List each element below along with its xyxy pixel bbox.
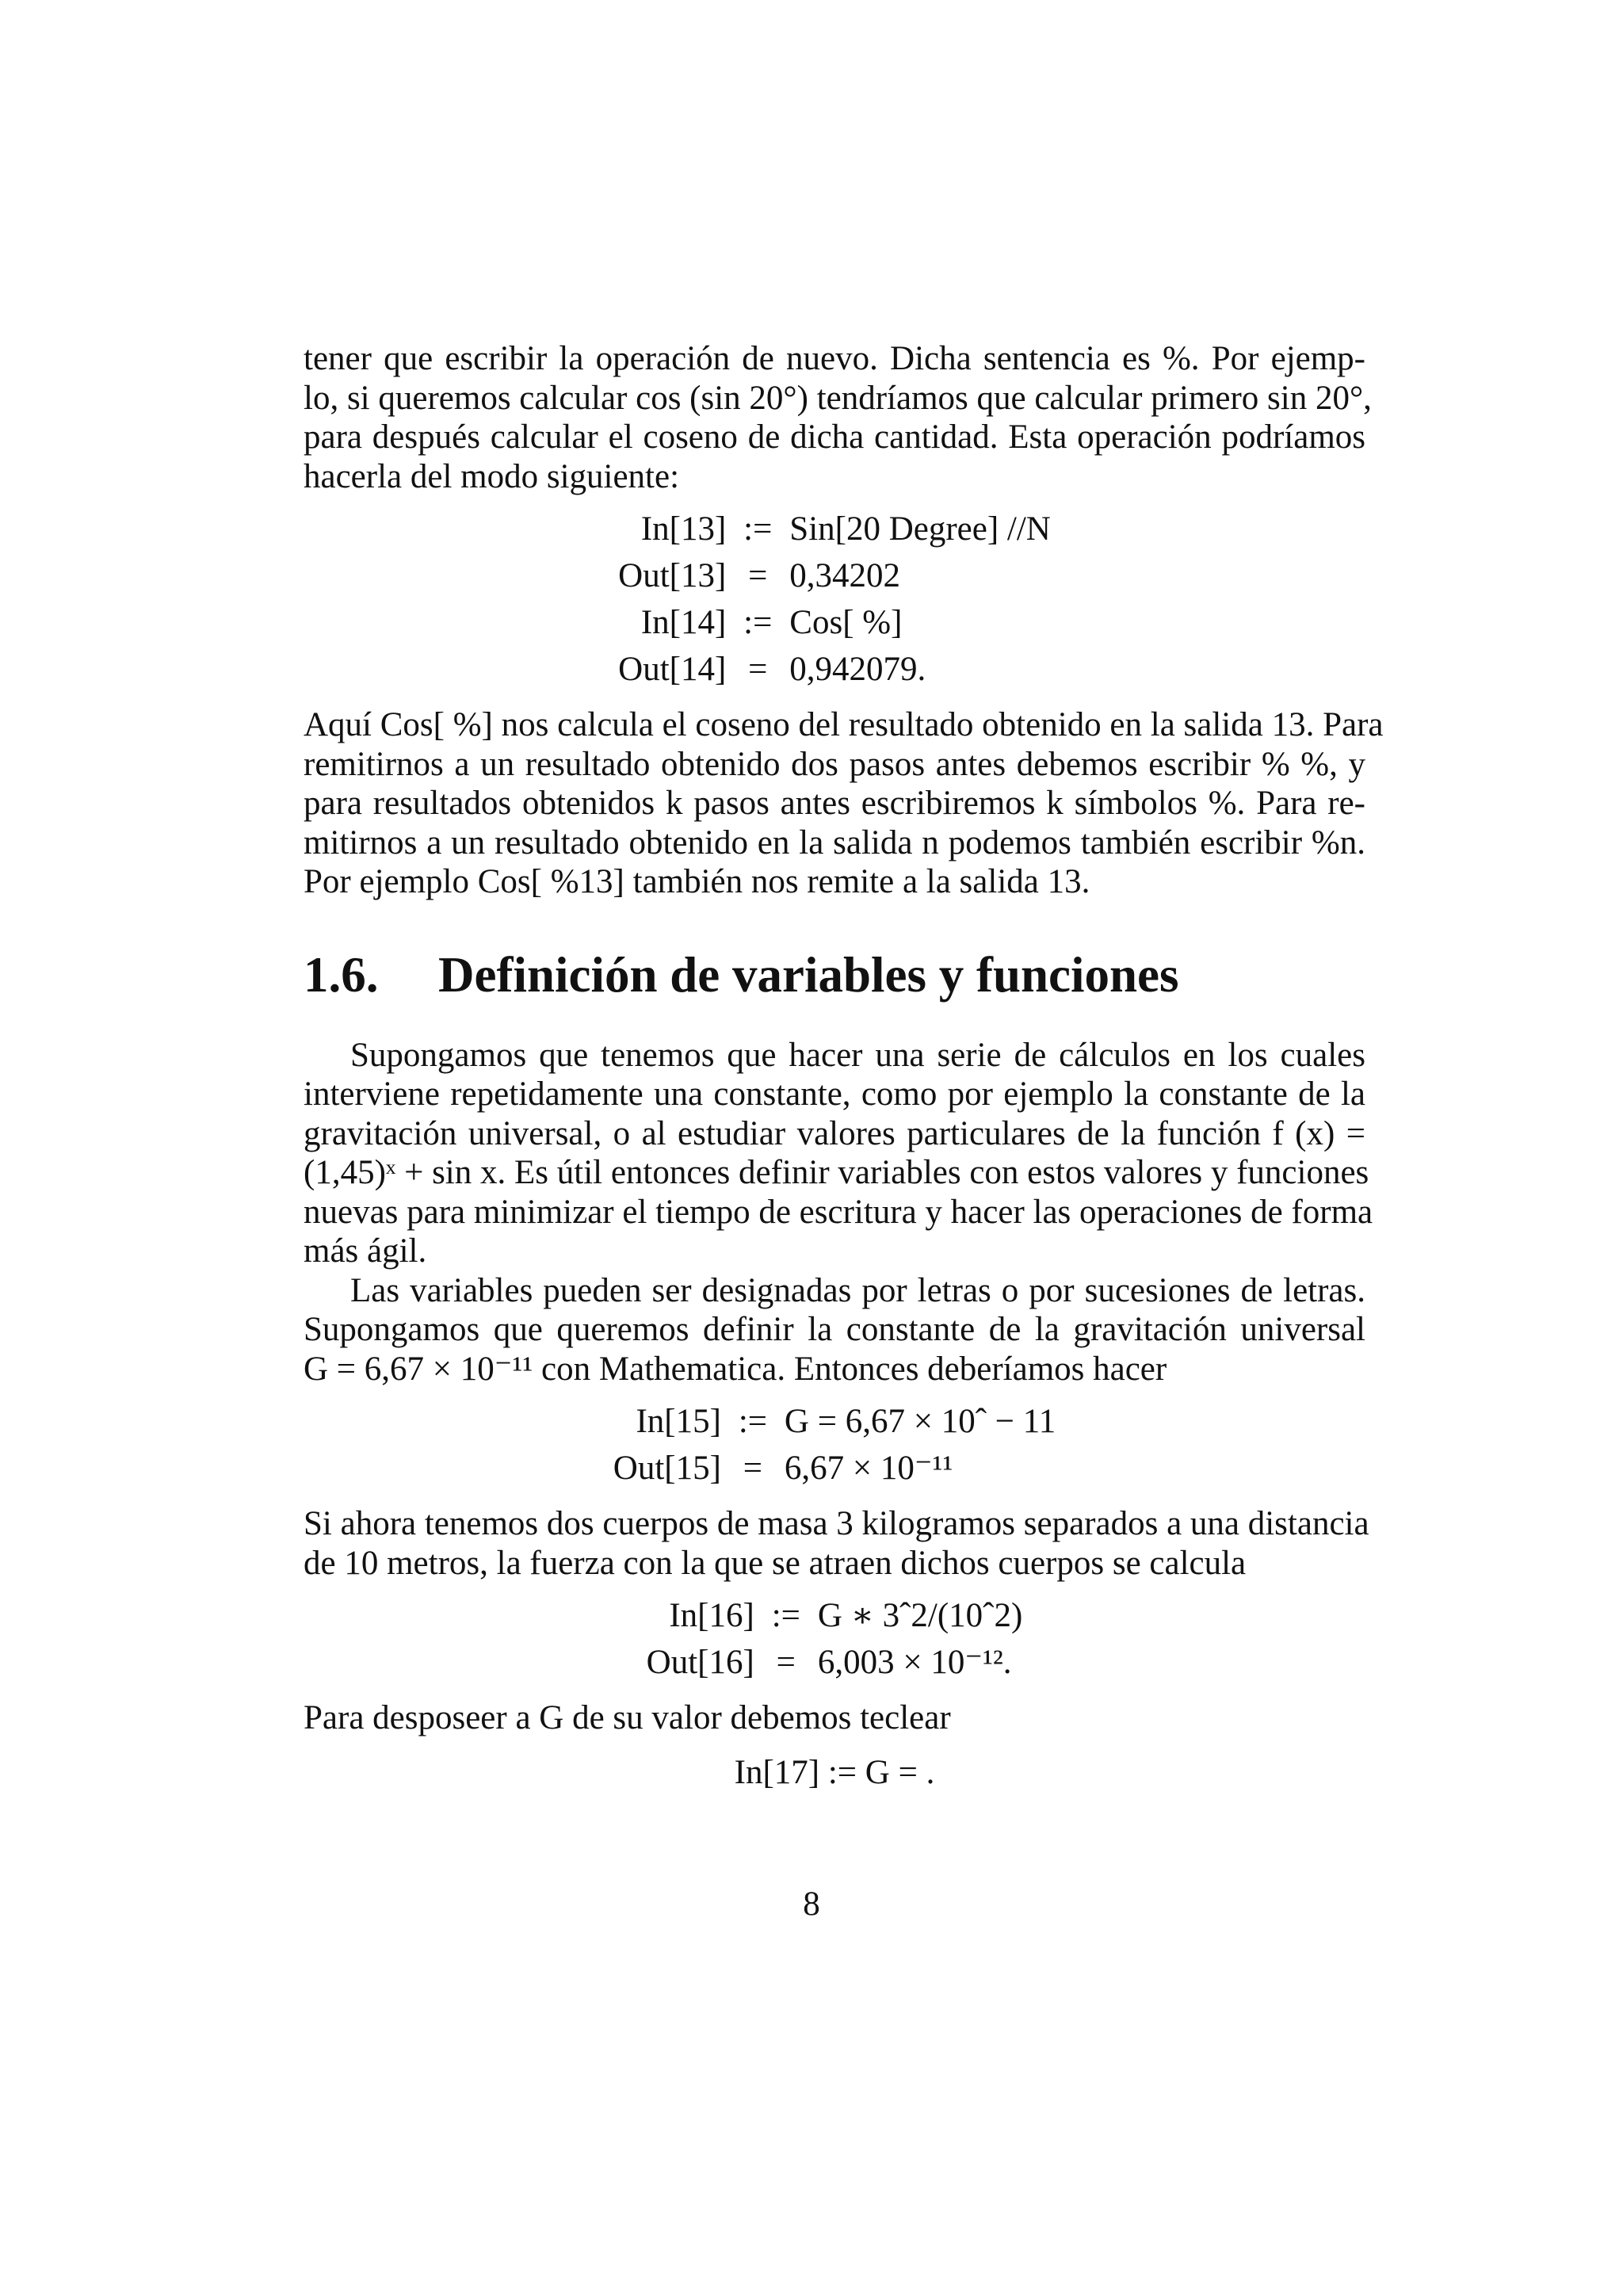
equation-rhs: 0,942079.: [789, 651, 926, 688]
equation-operator: :=: [743, 604, 773, 641]
text-line: de 10 metros, la fuerza con la que se atraen dichos cuerpos se calcula: [304, 1544, 1247, 1582]
paragraph-percent-operator: [304, 705, 1384, 902]
equation-rhs: G ∗ 3ˆ2/(10ˆ2): [817, 1597, 1023, 1634]
section-heading: [304, 946, 1365, 1004]
equation-operator: :=: [738, 1403, 768, 1440]
text-line: nuevas para minimizar el tiempo de escritura y hacer las operaciones de forma: [304, 1193, 1373, 1231]
equation-operator: =: [748, 651, 768, 688]
equation-lhs: Out[16]: [646, 1644, 754, 1681]
equation-lhs: In[15]: [636, 1403, 721, 1440]
text-line: Si ahora tenemos dos cuerpos de masa 3 kilogramos separados a una distancia: [304, 1505, 1369, 1542]
text-line: Para desposeer a G de su valor debemos teclear: [304, 1699, 951, 1736]
text-line: (1,45)ˣ + sin x. Es útil entonces definir variables con estos valores y funciones: [304, 1154, 1369, 1191]
paragraph-variables: [304, 1271, 1365, 1389]
section-title: Definición de variables y funciones: [438, 946, 1179, 1003]
equation-block-3: [647, 1592, 1023, 1686]
equation-rhs: Cos[ %]: [789, 604, 903, 641]
text-line: remitirnos a un resultado obtenido dos pasos antes debemos escribir % %, y: [304, 745, 1365, 783]
section-number: 1.6.: [304, 946, 379, 1003]
paragraph-force: [304, 1504, 1369, 1583]
paragraph-constants: [304, 1036, 1373, 1271]
text-line: hacerla del modo siguiente:: [304, 457, 680, 495]
text-line: Por ejemplo Cos[ %13] también nos remite a la salida 13.: [304, 863, 1090, 900]
equation-rhs: 6,67 × 10⁻¹¹: [784, 1450, 953, 1487]
equation-block-1: [618, 506, 1051, 693]
equation-lhs: In[13]: [640, 510, 727, 548]
final-equation: In[17] := G = .: [734, 1753, 935, 1791]
text-line: Las variables pueden ser designadas por letras o por sucesiones de letras.: [350, 1271, 1365, 1309]
text-line: para después calcular el coseno de dicha cantidad. Esta operación podríamos: [304, 418, 1365, 456]
equation-lhs: Out[13]: [618, 557, 727, 594]
text-line: lo, si queremos calcular cos (sin 20°) tendríamos que calcular primero sin 20°,: [304, 379, 1372, 417]
equation-operator: =: [748, 557, 768, 594]
paragraph-clear-variable: [304, 1698, 1365, 1738]
equation-operator: =: [776, 1644, 796, 1681]
equation-lhs: In[16]: [669, 1597, 754, 1634]
equation-operator: =: [743, 1450, 763, 1487]
equation-lhs: In[14]: [640, 604, 727, 641]
text-line: G = 6,67 × 10⁻¹¹ con Mathematica. Entonces deberíamos hacer: [304, 1350, 1167, 1388]
equation-rhs: G = 6,67 × 10ˆ − 11: [784, 1403, 1056, 1440]
text-line: interviene repetidamente una constante, como por ejemplo la constante de la: [304, 1075, 1365, 1113]
equation-rhs: Sin[20 Degree] //N: [789, 510, 1051, 548]
equation-operator: :=: [771, 1597, 800, 1634]
text-line: Supongamos que queremos definir la constante de la gravitación universal: [304, 1311, 1365, 1348]
text-line: gravitación universal, o al estudiar valores particulares de la función f (x) =: [304, 1114, 1365, 1152]
text-line: más ágil.: [304, 1232, 427, 1270]
equation-rhs: 6,003 × 10⁻¹².: [817, 1644, 1012, 1681]
equation-lhs: Out[15]: [613, 1450, 721, 1487]
page-body: [304, 339, 1384, 1796]
text-line: tener que escribir la operación de nuevo. Dicha sentencia es %. Por ejemp-: [304, 340, 1365, 377]
text-line: para resultados obtenidos k pasos antes escribiremos k símbolos %. Para re-: [304, 785, 1365, 822]
text-line: Supongamos que tenemos que hacer una serie de cálculos en los cuales: [350, 1036, 1365, 1074]
equation-block-2: [613, 1398, 1056, 1492]
page-number: 8: [803, 1885, 820, 1923]
equation-operator: :=: [743, 510, 773, 548]
intro-paragraph: [304, 339, 1372, 496]
equation-lhs: Out[14]: [618, 651, 727, 688]
equation-rhs: 0,34202: [789, 557, 901, 594]
text-line: Aquí Cos[ %] nos calcula el coseno del resultado obtenido en la salida 13. Para: [304, 706, 1384, 743]
text-line: mitirnos a un resultado obtenido en la salida n podemos también escribir %n.: [304, 823, 1365, 861]
